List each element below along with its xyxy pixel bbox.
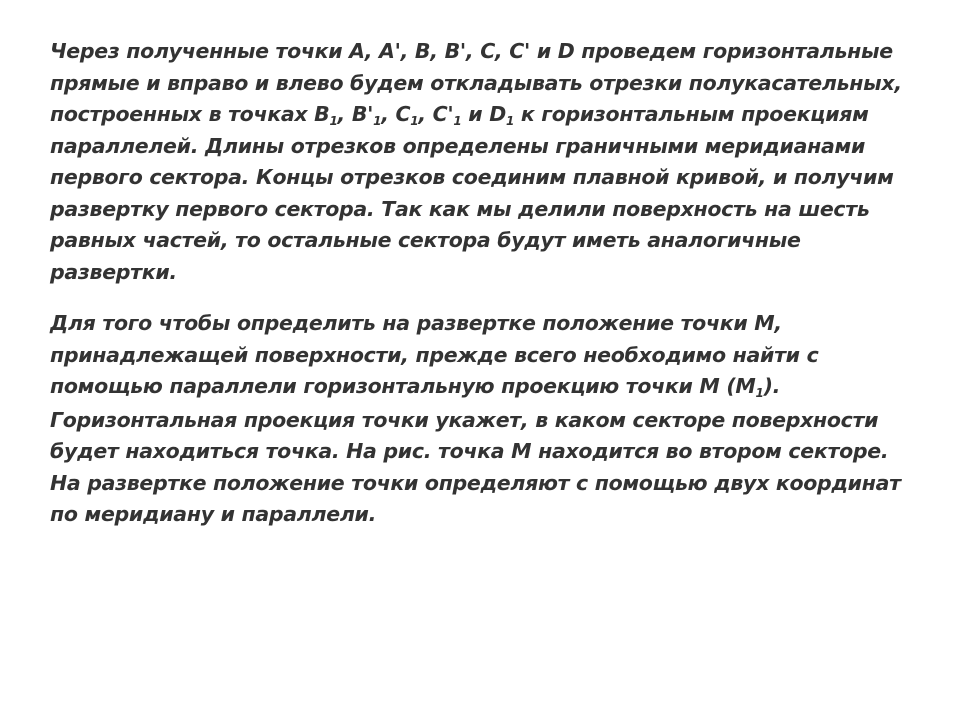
paragraph3-text: Горизонтальная проекция точки укажет, в каком секторе поверхности будет находиться точка. На рис. точка М находится во втором секторе. На развертке положение точки определяют с помощью двух координат по меридиану и параллели. <box>50 407 901 526</box>
paragraph1-text-f: к горизонтальным проекциям параллелей. Длины отрезков определены граничными меридианами первого сектора. Концы отрезков соединим плавной кривой, и получим развертку первого сектора. Так как мы делили поверхность на шесть равных частей, то остальные сектора будут иметь аналогичные развертки. <box>50 102 894 284</box>
subscript-d1: 1 <box>505 114 514 128</box>
paragraph1-text-d: , С' <box>418 102 454 126</box>
slide-text-body <box>50 36 920 531</box>
paragraph-development-construction <box>50 36 920 288</box>
subscript-b1: 1 <box>329 114 338 128</box>
subscript-m1: 1 <box>755 386 764 400</box>
subscript-c1: 1 <box>410 114 419 128</box>
paragraph1-text-b: , В' <box>337 102 374 126</box>
paragraph1-text-c: , С <box>381 102 411 126</box>
paragraph-point-m-position <box>50 308 920 403</box>
paragraph2-text-a: Для того чтобы определить на развертке положение точки М, принадлежащей поверхности, прежде всего необходимо найти с помощью параллели горизонтальную проекцию точки М (М <box>50 311 819 398</box>
subscript-c-prime-1: 1 <box>453 114 462 128</box>
paragraph1-text-a: Через полученные точки А, А', В, В', С, С' и D проведем горизонтальные прямые и вправо и влево будем откладывать отрезки полукасательных, построенных в точках В <box>50 39 902 126</box>
paragraph1-text-e: и D <box>461 102 506 126</box>
subscript-b-prime-1: 1 <box>373 114 382 128</box>
paragraph-horizontal-projection <box>50 405 920 531</box>
paragraph2-text-b: ). <box>763 374 781 398</box>
